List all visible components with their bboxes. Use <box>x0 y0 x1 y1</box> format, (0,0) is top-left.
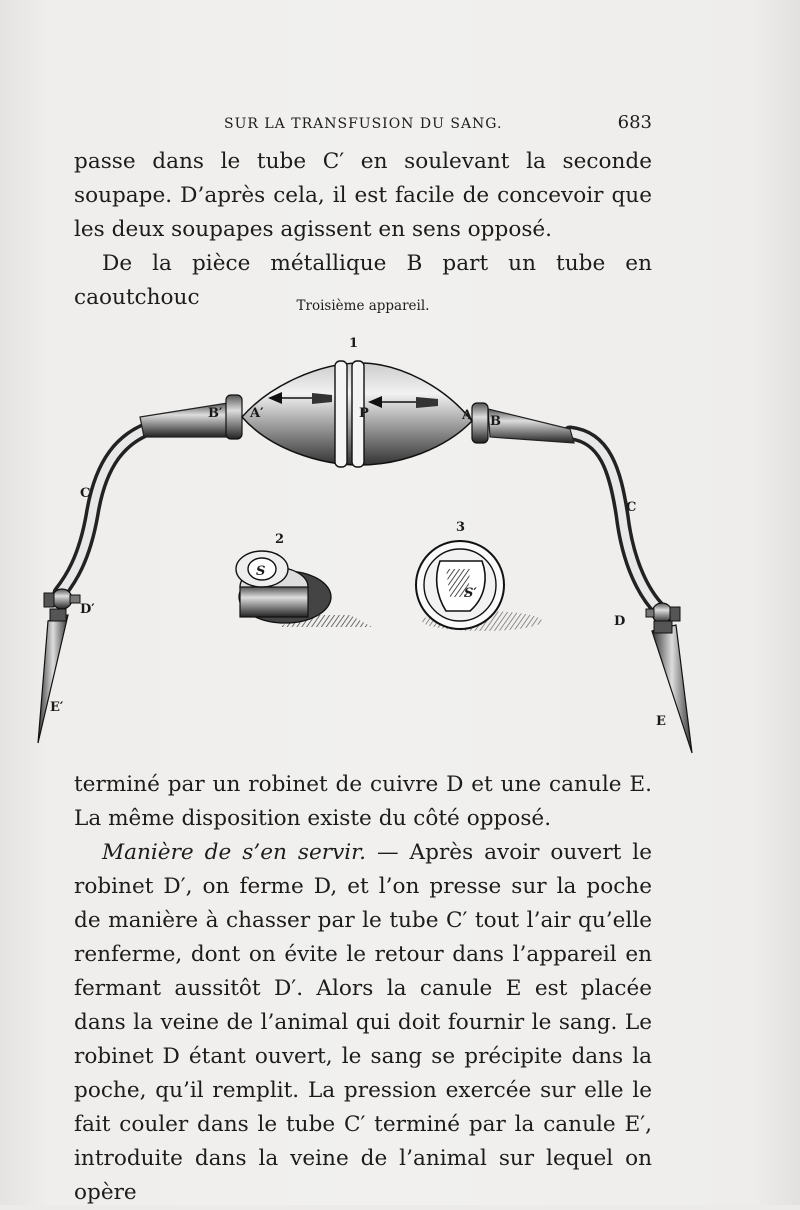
label-d-prime: D′ <box>80 602 95 617</box>
label-b-prime: B′ <box>208 406 223 421</box>
label-b: B <box>490 414 501 429</box>
label-a: A <box>462 408 473 423</box>
label-s: S <box>256 564 266 579</box>
label-c-prime: C′ <box>80 486 94 501</box>
apparatus-engraving <box>0 325 800 770</box>
collar-right <box>472 403 488 443</box>
paragraph-robinet: terminé par un robinet de cuivre D et une canule E. La même disposition existe du côté opposé. <box>74 772 652 831</box>
stopcock-d-prime <box>52 589 72 609</box>
label-a-prime: A′ <box>250 406 264 421</box>
label-e: E <box>656 714 666 729</box>
label-c: C <box>626 500 637 515</box>
cannula-e <box>652 625 692 753</box>
detail-2-valve-seat <box>236 551 372 627</box>
top-text-block <box>74 145 652 315</box>
collar-left <box>226 395 242 439</box>
paragraph-continuation: passe dans le tube C′ en soulevant la seconde soupape. D’après cela, il est facile de concevoir que les deux soupapes agissent en sens opposé. <box>74 149 652 242</box>
transfusion-apparatus-figure <box>0 325 800 770</box>
paragraph-maniere <box>74 836 652 1210</box>
label-fig-2: 2 <box>275 532 285 547</box>
running-title: SUR LA TRANSFUSION DU SANG. <box>224 116 503 132</box>
label-s-prime: S′ <box>464 586 477 601</box>
paragraph-tube: De la pièce métallique B part un tube en caoutchouc <box>74 251 652 310</box>
tube-c <box>570 433 660 610</box>
page-number: 683 <box>617 112 652 133</box>
detail-3-cross-section <box>416 541 542 631</box>
label-p: P <box>359 406 369 421</box>
section-heading-maniere: Manière de s’en servir. <box>102 840 366 865</box>
bulb-ring-1 <box>335 361 347 467</box>
page-header <box>74 112 652 138</box>
label-d: D <box>614 614 626 629</box>
figure-caption: Troisième appareil. <box>296 298 430 314</box>
paragraph-maniere-body: — Après avoir ouvert le robinet D′, on ferme D, et l’on presse sur la poche de manière à chasser par le tube C′ tout l’air qu’elle renferme, dont on évite le retour dans l’appareil en fermant aussitôt D′. Alors la canule E est placée dans la veine de l’animal qui doit fournir le sang. Le robinet D étant ouvert, le sang se précipite dans la poche, qu’il remplit. La pression exercée sur elle le fait couler dans le tube C′ terminé par la canule E′, introduite dans la veine de l’animal sur lequel on opère <box>74 840 652 1205</box>
label-fig-1: 1 <box>349 336 359 351</box>
bottom-text-block <box>74 768 652 1210</box>
stopcock-d <box>652 603 672 623</box>
label-e-prime: E′ <box>50 700 64 715</box>
label-fig-3: 3 <box>456 520 466 535</box>
cannula-e-prime <box>38 615 68 743</box>
